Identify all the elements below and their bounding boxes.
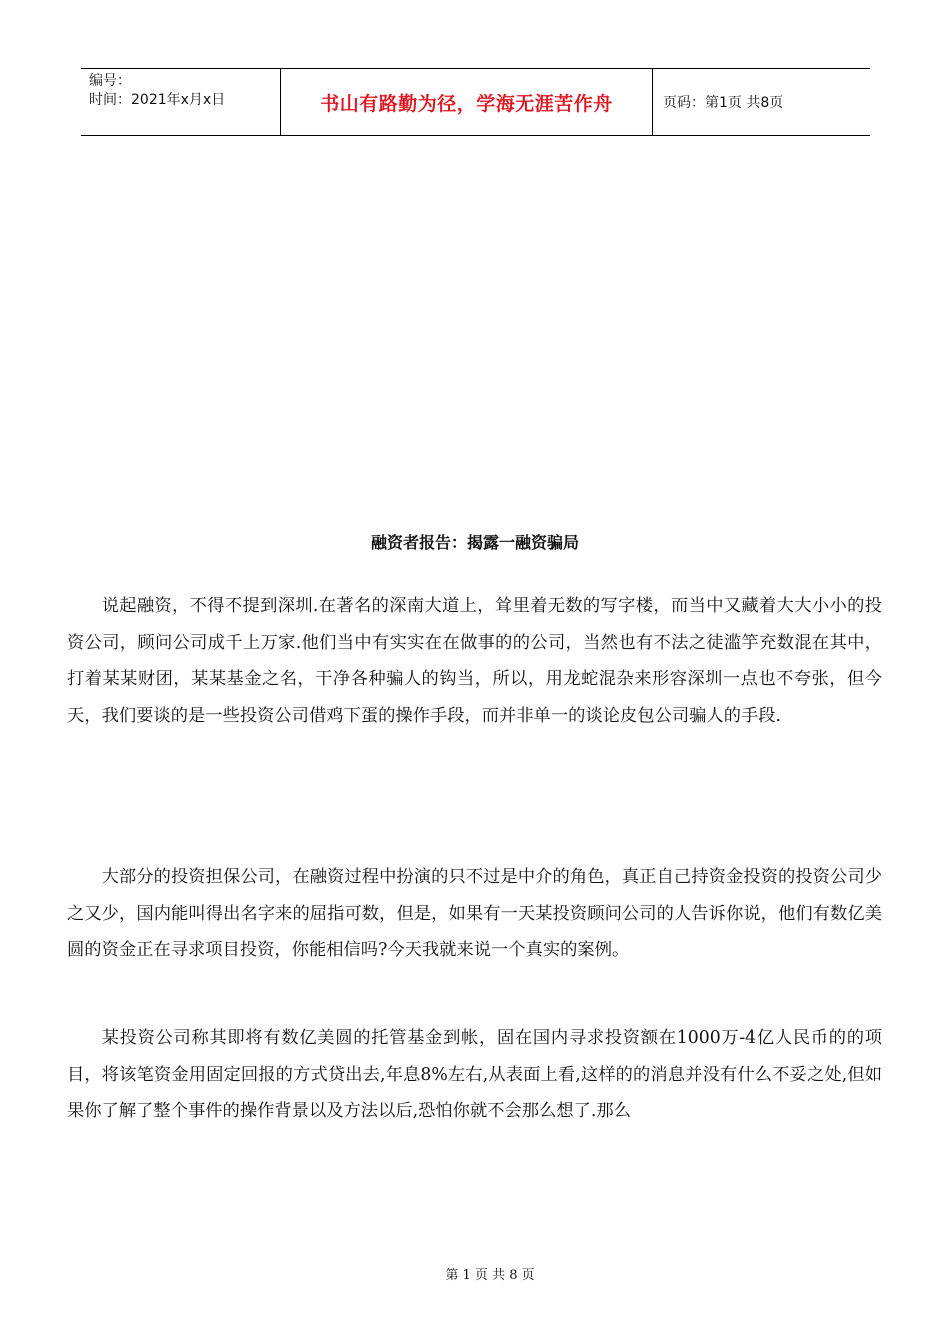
document-number-label: 编号： <box>89 73 131 89</box>
document-title: 融资者报告：揭露一融资骗局 <box>370 533 579 552</box>
document-time-label: 时间：2021年x月x日 <box>89 92 226 108</box>
paragraph-1: 说起融资，不得不提到深圳.在著名的深南大道上，耸里着无数的写字楼，而当中又藏着大大小小的投资公司，顾问公司成千上万家.他们当中有实实在在做事的的公司，当然也有不法之徒滥竽充数混在其中，打着某某财团，某某基金之名，干净各种骗人的钩当，所以，用龙蛇混杂来形容深圳一点也不夸张，但今天，我们要谈的是一些投资公司借鸡下蛋的操作手段，而并非单一的谈论皮包公司骗人的手段. <box>67 596 882 726</box>
header-meta-cell <box>81 69 281 135</box>
header-motto: 书山有路勤为径，学海无涯苦作舟 <box>281 69 653 135</box>
paragraph-3: 某投资公司称其即将有数亿美圆的托管基金到帐，固在国内寻求投资额在1000万-4亿人民币的的项目，将该笔资金用固定回报的方式贷出去,年息8%左右,从表面上看,这样的的消息并没有什么不妥之处,但如果你了解了整个事件的操作背景以及方法以后,恐怕你就不会那么想了.那么 <box>67 1028 882 1121</box>
header-page-info: 页码：第1页 共8页 <box>663 95 784 111</box>
page-header <box>81 68 870 136</box>
paragraph-2: 大部分的投资担保公司，在融资过程中扮演的只不过是中介的角色，真正自己持资金投资的投资公司少之又少，国内能叫得出名字来的屈指可数，但是，如果有一天某投资顾问公司的人告诉你说，他们有数亿美圆的资金正在寻求项目投资，你能相信吗?今天我就来说一个真实的案例。 <box>67 867 882 960</box>
page-footer: 第 1 页 共 8 页 <box>445 1268 535 1283</box>
